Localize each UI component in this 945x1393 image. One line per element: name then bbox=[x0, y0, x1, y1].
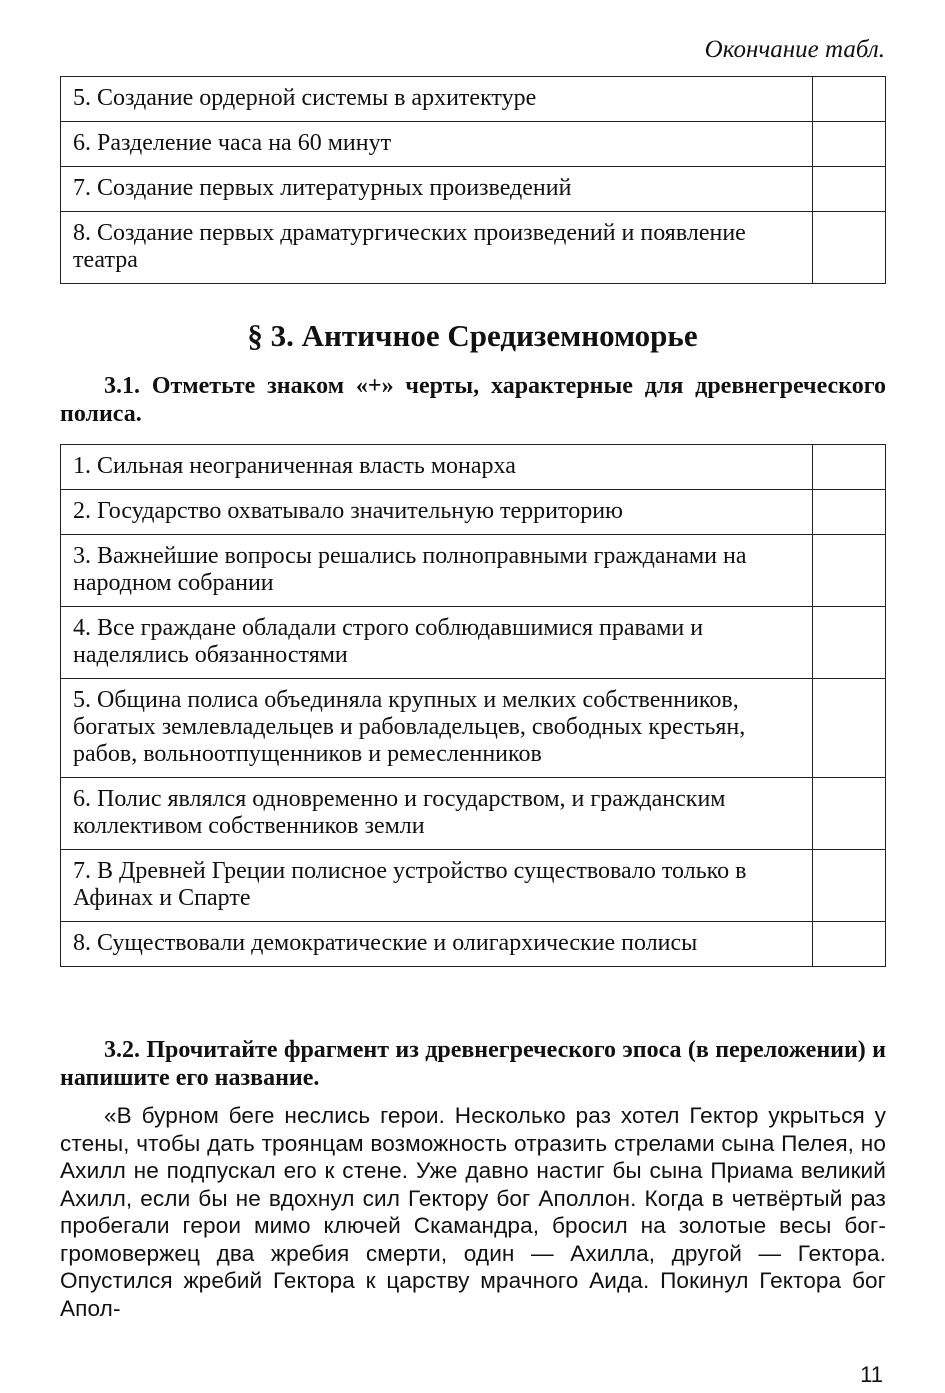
answer-cell[interactable] bbox=[813, 535, 886, 607]
answer-cell[interactable] bbox=[813, 77, 886, 122]
answer-cell[interactable] bbox=[813, 922, 886, 967]
table-row bbox=[61, 212, 886, 284]
answer-cell[interactable] bbox=[813, 122, 886, 167]
table-row bbox=[61, 535, 886, 607]
answer-cell[interactable] bbox=[813, 850, 886, 922]
table-row bbox=[61, 679, 886, 778]
table-cell-text: 7. Создание первых литературных произведений bbox=[61, 167, 813, 212]
page-number: 11 bbox=[860, 1362, 883, 1387]
answer-cell[interactable] bbox=[813, 490, 886, 535]
answer-cell[interactable] bbox=[813, 445, 886, 490]
task-3-1-prompt: 3.1. Отметьте знаком «+» черты, характерные для древнегреческого полиса. bbox=[60, 373, 886, 427]
table-cell-text: 1. Сильная неограниченная власть монарха bbox=[61, 445, 813, 490]
answer-cell[interactable] bbox=[813, 778, 886, 850]
table-row bbox=[61, 607, 886, 679]
table-cell-text: 8. Создание первых драматургических произведений и появление театра bbox=[61, 212, 813, 284]
table-row bbox=[61, 445, 886, 490]
table-row bbox=[61, 490, 886, 535]
table-row bbox=[61, 922, 886, 967]
table-row bbox=[61, 850, 886, 922]
table-cell-text: 6. Разделение часа на 60 минут bbox=[61, 122, 813, 167]
answer-cell[interactable] bbox=[813, 679, 886, 778]
table-cell-text: 4. Все граждане обладали строго соблюдавшимися правами и наделялись обязанностями bbox=[61, 607, 813, 679]
table-row bbox=[61, 77, 886, 122]
task-3-2-prompt: 3.2. Прочитайте фрагмент из древнегреческого эпоса (в переложении) и напишите его название. bbox=[60, 1037, 886, 1091]
table-cell-text: 3. Важнейшие вопросы решались полноправными гражданами на народном собрании bbox=[61, 535, 813, 607]
table-cell-text: 8. Существовали демократические и олигархические полисы bbox=[61, 922, 813, 967]
answer-cell[interactable] bbox=[813, 212, 886, 284]
table-top bbox=[60, 76, 886, 284]
table-cell-text: 5. Община полиса объединяла крупных и мелких собственников, богатых землевладельцев и рабовладельцев, свободных крестьян, рабов, вольноотпущенников и ремесленников bbox=[61, 679, 813, 778]
table-cell-text: 6. Полис являлся одновременно и государством, и гражданским коллективом собственников земли bbox=[61, 778, 813, 850]
section-title: § 3. Античное Средиземноморье bbox=[247, 318, 698, 353]
table-row bbox=[61, 778, 886, 850]
table-polis-features bbox=[60, 444, 886, 967]
table-cell-text: 5. Создание ордерной системы в архитектуре bbox=[61, 77, 813, 122]
answer-cell[interactable] bbox=[813, 167, 886, 212]
table-cell-text: 2. Государство охватывало значительную территорию bbox=[61, 490, 813, 535]
table-row bbox=[61, 122, 886, 167]
continuation-note: Окончание табл. bbox=[704, 36, 885, 63]
epic-passage: «В бурном беге неслись герои. Несколько раз хотел Гектор укрыться у стены, чтобы дать троянцам возможность отразить стрелами сына Пелея, но Ахилл не подпускал его к стене. Уже давно настиг бы сына Приама великий Ахилл, если бы не вдохнул сил Гектору бог Аполлон. Когда в четвёртый раз пробегали герои мимо ключей Скамандра, бросил на золотые весы бог-громовержец два жребия смерти, один — Ахилла, другой — Гектора. Опустился жребий Гектора к царству мрачного Аида. Покинул Гектора бог Апол- bbox=[60, 1103, 886, 1321]
answer-cell[interactable] bbox=[813, 607, 886, 679]
table-row bbox=[61, 167, 886, 212]
table-cell-text: 7. В Древней Греции полисное устройство существовало только в Афинах и Спарте bbox=[61, 850, 813, 922]
